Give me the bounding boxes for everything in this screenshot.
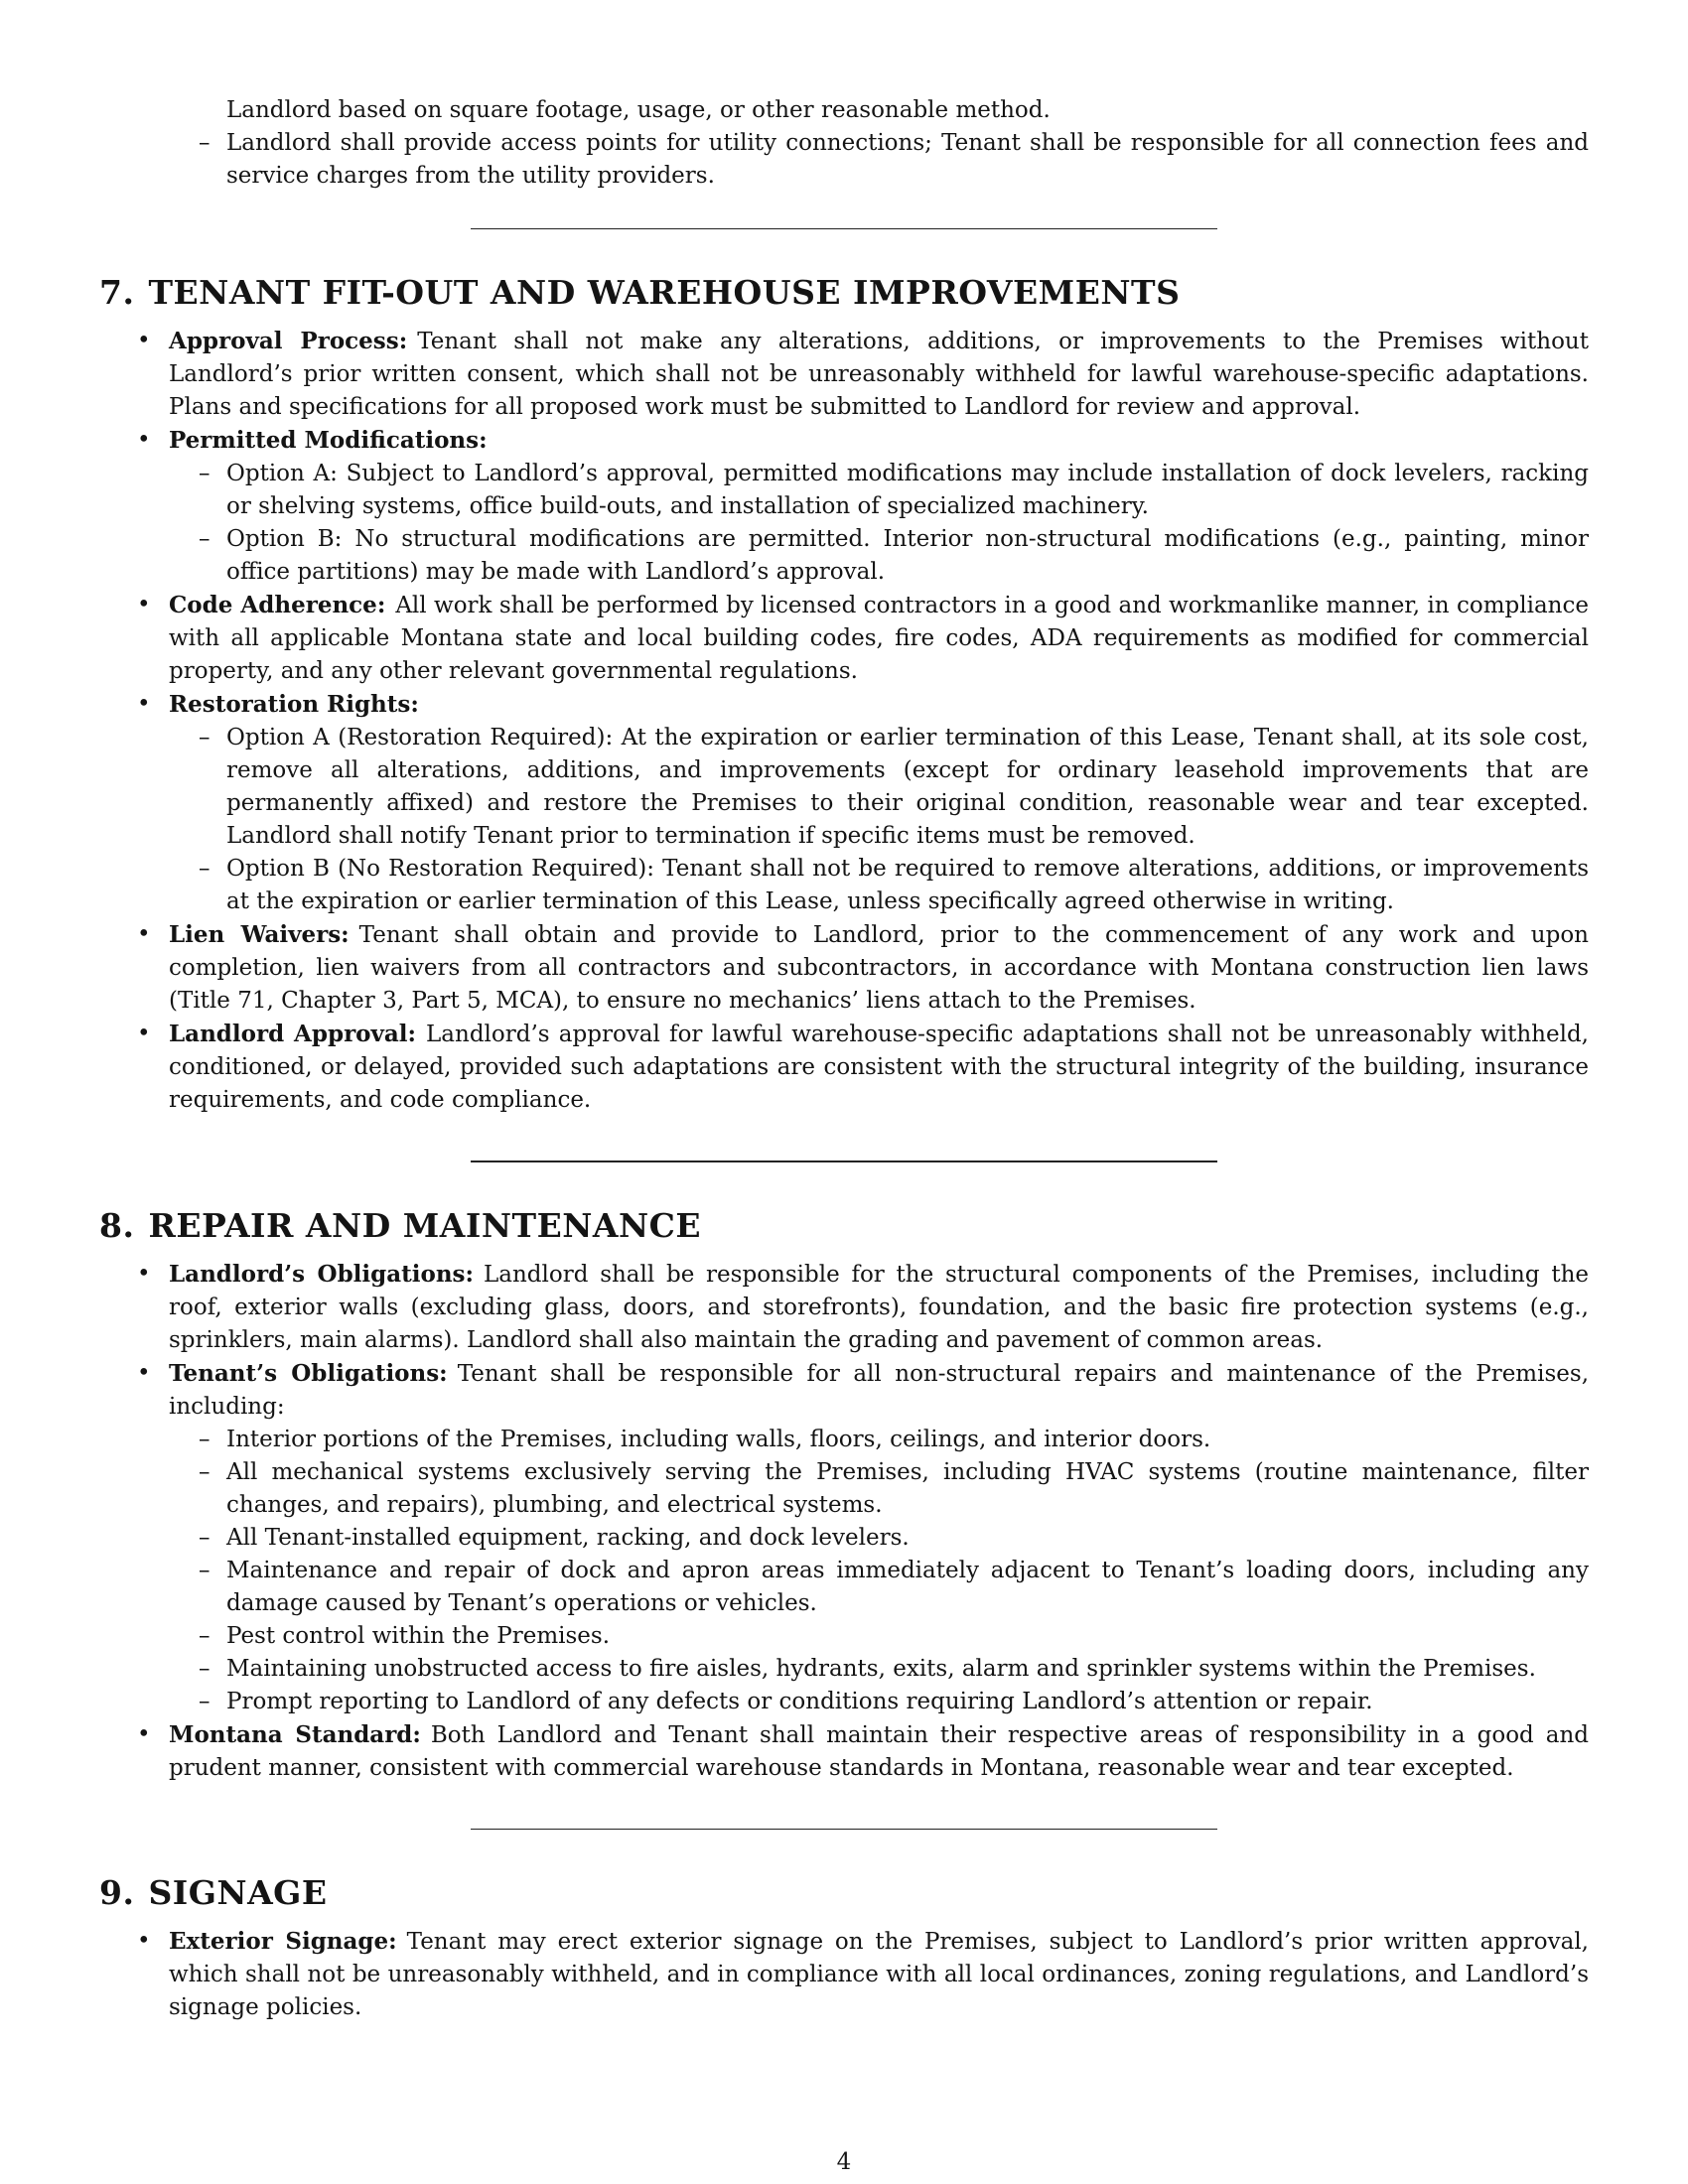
list-item: – Option A: Subject to Landlord’s approval, permitted modifications may include installation of dock levelers, racking or shelving systems, office build-outs, and installation of specialized machinery. xyxy=(99,458,1589,523)
list-item xyxy=(99,1357,1589,1424)
item-label: Code Adherence: xyxy=(169,592,386,618)
item-label: Lien Waivers: xyxy=(169,921,350,948)
item-text: Tenant shall not make any alterations, additions, or improvements to the Premises without Landlord’s prior written consent, which shall not be unreasonably withheld for lawful warehouse-specific adaptations. Plans and specifications for all proposed work must be submitted to Landlord for review and approval. xyxy=(169,329,1589,420)
list-item xyxy=(99,918,1589,1018)
section-divider xyxy=(471,228,1217,229)
list-item: – Maintaining unobstructed access to fire aisles, hydrants, exits, alarm and sprinkler systems within the Premises. xyxy=(99,1653,1589,1686)
list-item xyxy=(99,325,1589,424)
carryover-list xyxy=(99,127,1589,193)
permitted-options-list xyxy=(99,458,1589,589)
tenant-obligations-list xyxy=(99,1424,1589,1718)
item-text: Both Landlord and Tenant shall maintain their respective areas of responsibility in a good and prudent manner, consistent with commercial warehouse standards in Montana, reasonable wear and tear excepted. xyxy=(169,1722,1589,1781)
list-item: – Prompt reporting to Landlord of any defects or conditions requiring Landlord’s attention or repair. xyxy=(99,1686,1589,1718)
list-item xyxy=(99,589,1589,688)
section-title: REPAIR AND MAINTENANCE xyxy=(148,1206,702,1245)
list-item: – All Tenant-installed equipment, racking, and dock levelers. xyxy=(99,1522,1589,1555)
item-label: Approval Process: xyxy=(169,328,408,354)
section-divider xyxy=(471,1160,1217,1162)
item-text: Tenant shall obtain and provide to Landlord, prior to the commencement of any work and upon completion, lien waivers from all contractors and subcontractors, in accordance with Montana construction lien laws (Title 71, Chapter 3, Part 5, MCA), to ensure no mechanics’ liens attach to the Premises. xyxy=(169,922,1589,1014)
section-number: 8. xyxy=(99,1206,135,1245)
list-item xyxy=(99,688,1589,722)
item-text: All work shall be performed by licensed contractors in a good and workmanlike manner, in compliance with all applicable Montana state and local building codes, fire codes, ADA requirements as modified for commercial property, and any other relevant governmental regulations. xyxy=(169,593,1589,684)
section-8-list-end xyxy=(99,1718,1589,1785)
list-item xyxy=(99,1718,1589,1785)
section-7 xyxy=(99,273,1589,1117)
document-page xyxy=(99,94,1589,2024)
list-item: – Option A (Restoration Required): At the expiration or earlier termination of this Lease, Tenant shall, at its sole cost, remove all alterations, additions, and improvements (except for ordinary leasehold improvements that are permanently affixed) and restore the Premises to their original condition, reasonable wear and tear excepted. Landlord shall notify Tenant prior to termination if specific items must be removed. xyxy=(99,722,1589,853)
list-item xyxy=(99,424,1589,458)
item-text: Tenant shall be responsible for all non-structural repairs and maintenance of the Premises, including: xyxy=(169,1361,1590,1420)
restoration-options-list xyxy=(99,722,1589,918)
section-9-list xyxy=(99,1925,1589,2024)
item-label: Landlord Approval: xyxy=(169,1021,417,1047)
item-label: Exterior Signage: xyxy=(169,1928,397,1955)
list-item: – Maintenance and repair of dock and apron areas immediately adjacent to Tenant’s loading doors, including any damage caused by Tenant’s operations or vehicles. xyxy=(99,1555,1589,1620)
section-7-list-end xyxy=(99,918,1589,1117)
section-8 xyxy=(99,1206,1589,1785)
list-item xyxy=(99,1925,1589,2024)
list-item: – Interior portions of the Premises, including walls, floors, ceilings, and interior doors. xyxy=(99,1424,1589,1456)
list-item: – Option B (No Restoration Required): Tenant shall not be required to remove alterations, additions, or improvements at the expiration or earlier termination of this Lease, unless specifically agreed otherwise in writing. xyxy=(99,853,1589,918)
list-item: – All mechanical systems exclusively serving the Premises, including HVAC systems (routine maintenance, filter changes, and repairs), plumbing, and electrical systems. xyxy=(99,1456,1589,1522)
item-text: Landlord shall be responsible for the structural components of the Premises, including the roof, exterior walls (excluding glass, doors, and storefronts), foundation, and the basic fire protection systems (e.g., sprinklers, main alarms). Landlord shall also maintain the grading and pavement of common areas. xyxy=(169,1262,1589,1353)
section-number: 7. xyxy=(99,273,135,312)
list-item: – Landlord shall provide access points for utility connections; Tenant shall be responsible for all connection fees and service charges from the utility providers. xyxy=(99,127,1589,193)
list-item: – Option B: No structural modifications are permitted. Interior non-structural modifications (e.g., painting, minor office partitions) may be made with Landlord’s approval. xyxy=(99,523,1589,589)
item-label: Landlord’s Obligations: xyxy=(169,1261,474,1288)
section-title: TENANT FIT-OUT AND WAREHOUSE IMPROVEMENTS xyxy=(148,273,1181,312)
section-8-list xyxy=(99,1258,1589,1424)
list-item xyxy=(99,1018,1589,1117)
item-text: Tenant may erect exterior signage on the Premises, subject to Landlord’s prior written approval, which shall not be unreasonably withheld, and in compliance with all local ordinances, zoning regulations, and Landlord’s signage policies. xyxy=(169,1929,1589,2020)
section-9 xyxy=(99,1873,1589,2024)
section-7-list-cont xyxy=(99,589,1589,722)
section-divider xyxy=(471,1829,1217,1830)
page-number: 4 xyxy=(836,2149,852,2175)
item-text: Landlord’s approval for lawful warehouse-specific adaptations shall not be unreasonably withheld, conditioned, or delayed, provided such adaptations are consistent with the structural integrity of the building, insurance requirements, and code compliance. xyxy=(169,1022,1589,1113)
carryover-line: Landlord based on square footage, usage, or other reasonable method. xyxy=(226,97,1051,123)
section-7-list xyxy=(99,325,1589,458)
item-label: Permitted Modifications: xyxy=(169,427,488,454)
section-heading xyxy=(99,1873,1589,1913)
item-label: Tenant’s Obligations: xyxy=(169,1360,448,1387)
section-heading xyxy=(99,1206,1589,1246)
item-label: Restoration Rights: xyxy=(169,691,419,718)
section-title: SIGNAGE xyxy=(148,1873,328,1912)
section-heading xyxy=(99,273,1589,313)
section-number: 9. xyxy=(99,1873,135,1912)
list-item xyxy=(99,1258,1589,1357)
item-label: Montana Standard: xyxy=(169,1721,421,1748)
list-item: – Pest control within the Premises. xyxy=(99,1620,1589,1653)
carryover-block xyxy=(99,94,1589,193)
